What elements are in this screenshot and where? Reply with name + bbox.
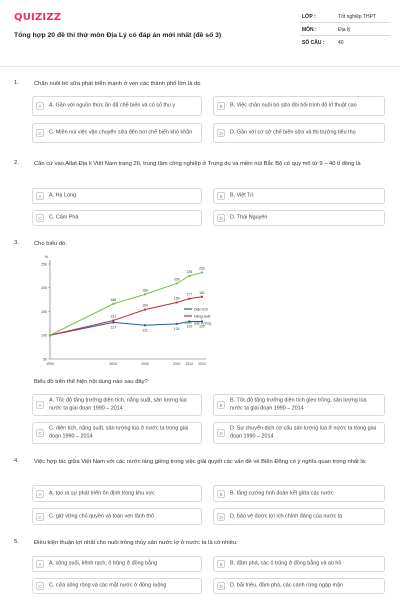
option-text: A. Hạ Long [49, 192, 76, 199]
option-letter: C [36, 582, 44, 590]
data-point [176, 301, 178, 303]
option-text: C. Miền núi việc vận chuyển sữa đến nơi chế biến khó khăn [49, 129, 193, 136]
data-point [201, 272, 203, 274]
option-letter: A [36, 560, 44, 568]
question-text: Điều kiện thuận lợi nhất cho nuôi trồng thủy sản nước lợ ở nước ta là có nhiều: [34, 540, 238, 546]
option-text: C. giữ vững chủ quyền và toàn vẹn lãnh thổ [49, 512, 154, 519]
data-label: 166 [110, 297, 117, 302]
option-4b[interactable] [213, 485, 385, 502]
option-letter: D [217, 129, 225, 137]
data-point [112, 303, 114, 305]
option-text: D. Thái Nguyên [230, 214, 268, 221]
data-point [188, 320, 190, 322]
data-label: 232 [199, 266, 205, 271]
question-text: Cho biểu đồ: [34, 241, 67, 247]
data-label: 131 [110, 314, 117, 319]
option-letter: C [36, 513, 44, 521]
option-letter: D [217, 513, 225, 521]
option-text: B. Việc chăn nuôi bò sữa đòi hỏi trình độ kĩ thuật cao [230, 102, 357, 109]
x-tick-label: 2005 [141, 362, 149, 366]
option-text: B. Việt Trì [230, 192, 254, 199]
option-text: A. tạo ra sự phát triển ổn định trong khu vực [49, 489, 155, 496]
x-tick-label: 2014 [198, 362, 206, 366]
option-4d[interactable] [213, 508, 385, 525]
option-letter: D [217, 582, 225, 590]
worksheet-header [0, 0, 400, 66]
y-tick-label: 50 [43, 357, 47, 362]
option-5c[interactable] [32, 578, 202, 594]
header-divider [0, 66, 400, 67]
question-number: 5. [14, 539, 19, 545]
data-point [188, 298, 190, 300]
option-2b[interactable] [213, 188, 385, 204]
y-tick-label: 100 [41, 333, 47, 338]
data-point [188, 275, 190, 277]
data-point [144, 309, 146, 311]
option-letter: B [217, 102, 225, 110]
question-text: Căn cứ vào Atlat Địa lí Việt Nam trang 26, trung tâm công nghiệp ở Trung du và miền núi Bắc Bộ có quy mô từ 9 – 40 tỉ đồng là [34, 161, 361, 167]
option-letter: C [36, 429, 44, 437]
data-label: 129 [199, 324, 205, 329]
data-point [49, 334, 51, 336]
option-text: D. bảo vệ được lợi ích chính đáng của nước ta [230, 512, 343, 519]
data-point [144, 324, 146, 326]
worksheet-meta [300, 10, 390, 49]
option-text: A. Tốc độ tăng trưởng diện tích, năng suất, sản lượng lúa nước ta giai đoạn 1990 – 2014 [49, 397, 187, 411]
option-3b[interactable] [213, 394, 385, 416]
option-2d[interactable] [213, 210, 385, 226]
option-text: A. sông suối, kênh rạch, ô trũng ở đồng bằng [49, 560, 158, 567]
y-tick-label: 250 [41, 262, 47, 267]
data-label: 169 [173, 296, 180, 301]
data-label: 121 [142, 328, 148, 333]
legend-label: Sản lượng [194, 321, 211, 326]
option-text: D. bãi triều, đầm phá, các cánh rừng ngập mặn [230, 582, 343, 589]
data-label: 127 [110, 325, 117, 330]
option-letter: B [217, 560, 225, 568]
x-tick-label: 2012 [185, 362, 194, 366]
meta-value: Địa lý [338, 27, 351, 33]
option-letter: B [217, 490, 225, 498]
data-label: 177 [186, 292, 193, 297]
option-letter: C [36, 129, 44, 137]
option-1d[interactable] [213, 123, 385, 143]
option-1c[interactable] [32, 123, 202, 143]
option-5a[interactable] [32, 556, 202, 572]
meta-key: LỚP : [302, 14, 316, 20]
data-label: 181 [199, 290, 205, 295]
legend-label: Diện tích [194, 307, 209, 312]
option-text: B. Tốc độ tăng trưởng diện tích gieo trồng, sản lượng lúa nước ta giai đoạn 1990 – 2014 [230, 397, 367, 411]
question-subtext: Biểu đồ trên thể hiện nội dung nào sau đây? [34, 379, 148, 385]
data-point [176, 282, 178, 284]
option-2a[interactable] [32, 188, 202, 204]
option-3c[interactable] [32, 422, 202, 444]
option-letter: A [36, 490, 44, 498]
y-tick-label: 200 [41, 286, 47, 291]
y-tick-label: 150 [41, 309, 47, 314]
meta-key: MÔN : [302, 27, 317, 33]
meta-key: SỐ CÂU : [302, 40, 325, 46]
option-1b[interactable] [213, 96, 385, 116]
data-point [144, 293, 146, 295]
option-text: B. đầm phá, các ô trũng ở đồng bằng và ao hồ [230, 560, 342, 567]
option-3a[interactable] [32, 394, 202, 416]
option-letter: D [217, 429, 225, 437]
data-label: 209 [173, 277, 180, 282]
data-point [176, 323, 178, 325]
option-text: C. cửa sông rộng và các mặt nước ở đồng ruộng [49, 582, 167, 589]
option-letter: A [36, 192, 44, 200]
meta-row-subject [300, 23, 390, 36]
option-text: D. Sự chuyển dịch cơ cấu sản lượng lúa ở nước ta trong giai đoạn 1990 – 2014 [230, 425, 377, 439]
question-number: 2. [14, 160, 19, 166]
data-label: 154 [142, 303, 148, 308]
data-label: 129 [186, 324, 193, 329]
x-tick-label: 2000 [109, 362, 118, 366]
meta-row-class [300, 10, 390, 23]
option-4a[interactable] [32, 485, 202, 502]
worksheet-title: Tổng hợp 20 đề thi thử môn Địa Lý có đáp án mới nhất (đề số 3) [14, 32, 222, 39]
option-1a[interactable] [32, 96, 202, 116]
data-label: 225 [186, 269, 193, 274]
data-point [112, 320, 114, 322]
option-letter: B [217, 401, 225, 409]
option-text: C. Cẩm Phả [49, 214, 79, 221]
option-letter: A [36, 401, 44, 409]
x-tick-label: 1990 [46, 362, 54, 366]
option-5d[interactable] [213, 578, 385, 594]
option-text: B. tăng cường tình đoàn kết giữa các nước [230, 489, 334, 496]
x-tick-label: 2010 [172, 362, 181, 366]
question-number: 1. [14, 80, 19, 86]
data-point [112, 321, 114, 323]
meta-value: 40 [338, 40, 344, 46]
question-text: Việc hợp tác giữa Việt Nam với các nước láng giềng trong việc giải quyết các vấn đề về Biển Đông có ý nghĩa quan trọng nhất là: [34, 459, 367, 465]
chart-svg [32, 254, 232, 374]
meta-value: Tốt nghiệp THPT [338, 14, 376, 20]
quizizz-logo: QUIZIZZ [14, 12, 62, 23]
option-2c[interactable] [32, 210, 202, 226]
option-letter: C [36, 214, 44, 222]
data-label: 124 [173, 326, 180, 331]
question-number: 3. [14, 240, 19, 246]
data-label: 186 [142, 288, 148, 293]
y-axis-label: % [44, 254, 48, 259]
option-letter: D [217, 214, 225, 222]
meta-row-count [300, 36, 390, 49]
option-3d[interactable] [213, 422, 385, 444]
option-text: A. Gần với nguồn thức ăn đã chế biến và có số thu y [49, 102, 176, 109]
growth-line-chart [32, 254, 232, 374]
question-text: Chăn nuôi bò sữa phát triển mạnh ở ven các thành phố lớn là do [34, 81, 201, 87]
option-5b[interactable] [213, 556, 385, 572]
option-letter: A [36, 102, 44, 110]
question-number: 4. [14, 458, 19, 464]
option-text: D. Gần với cơ sở chế biến sữa và thị trường tiêu thụ [230, 129, 356, 136]
legend-label: Năng suất [194, 314, 211, 319]
option-4c[interactable] [32, 508, 202, 525]
option-text: C. diện tích, năng suất, sản lượng lúa ở nước ta trong giai đoạn 1990 – 2014 [49, 425, 189, 439]
option-letter: B [217, 192, 225, 200]
series-line [50, 273, 202, 336]
data-point [201, 296, 203, 298]
